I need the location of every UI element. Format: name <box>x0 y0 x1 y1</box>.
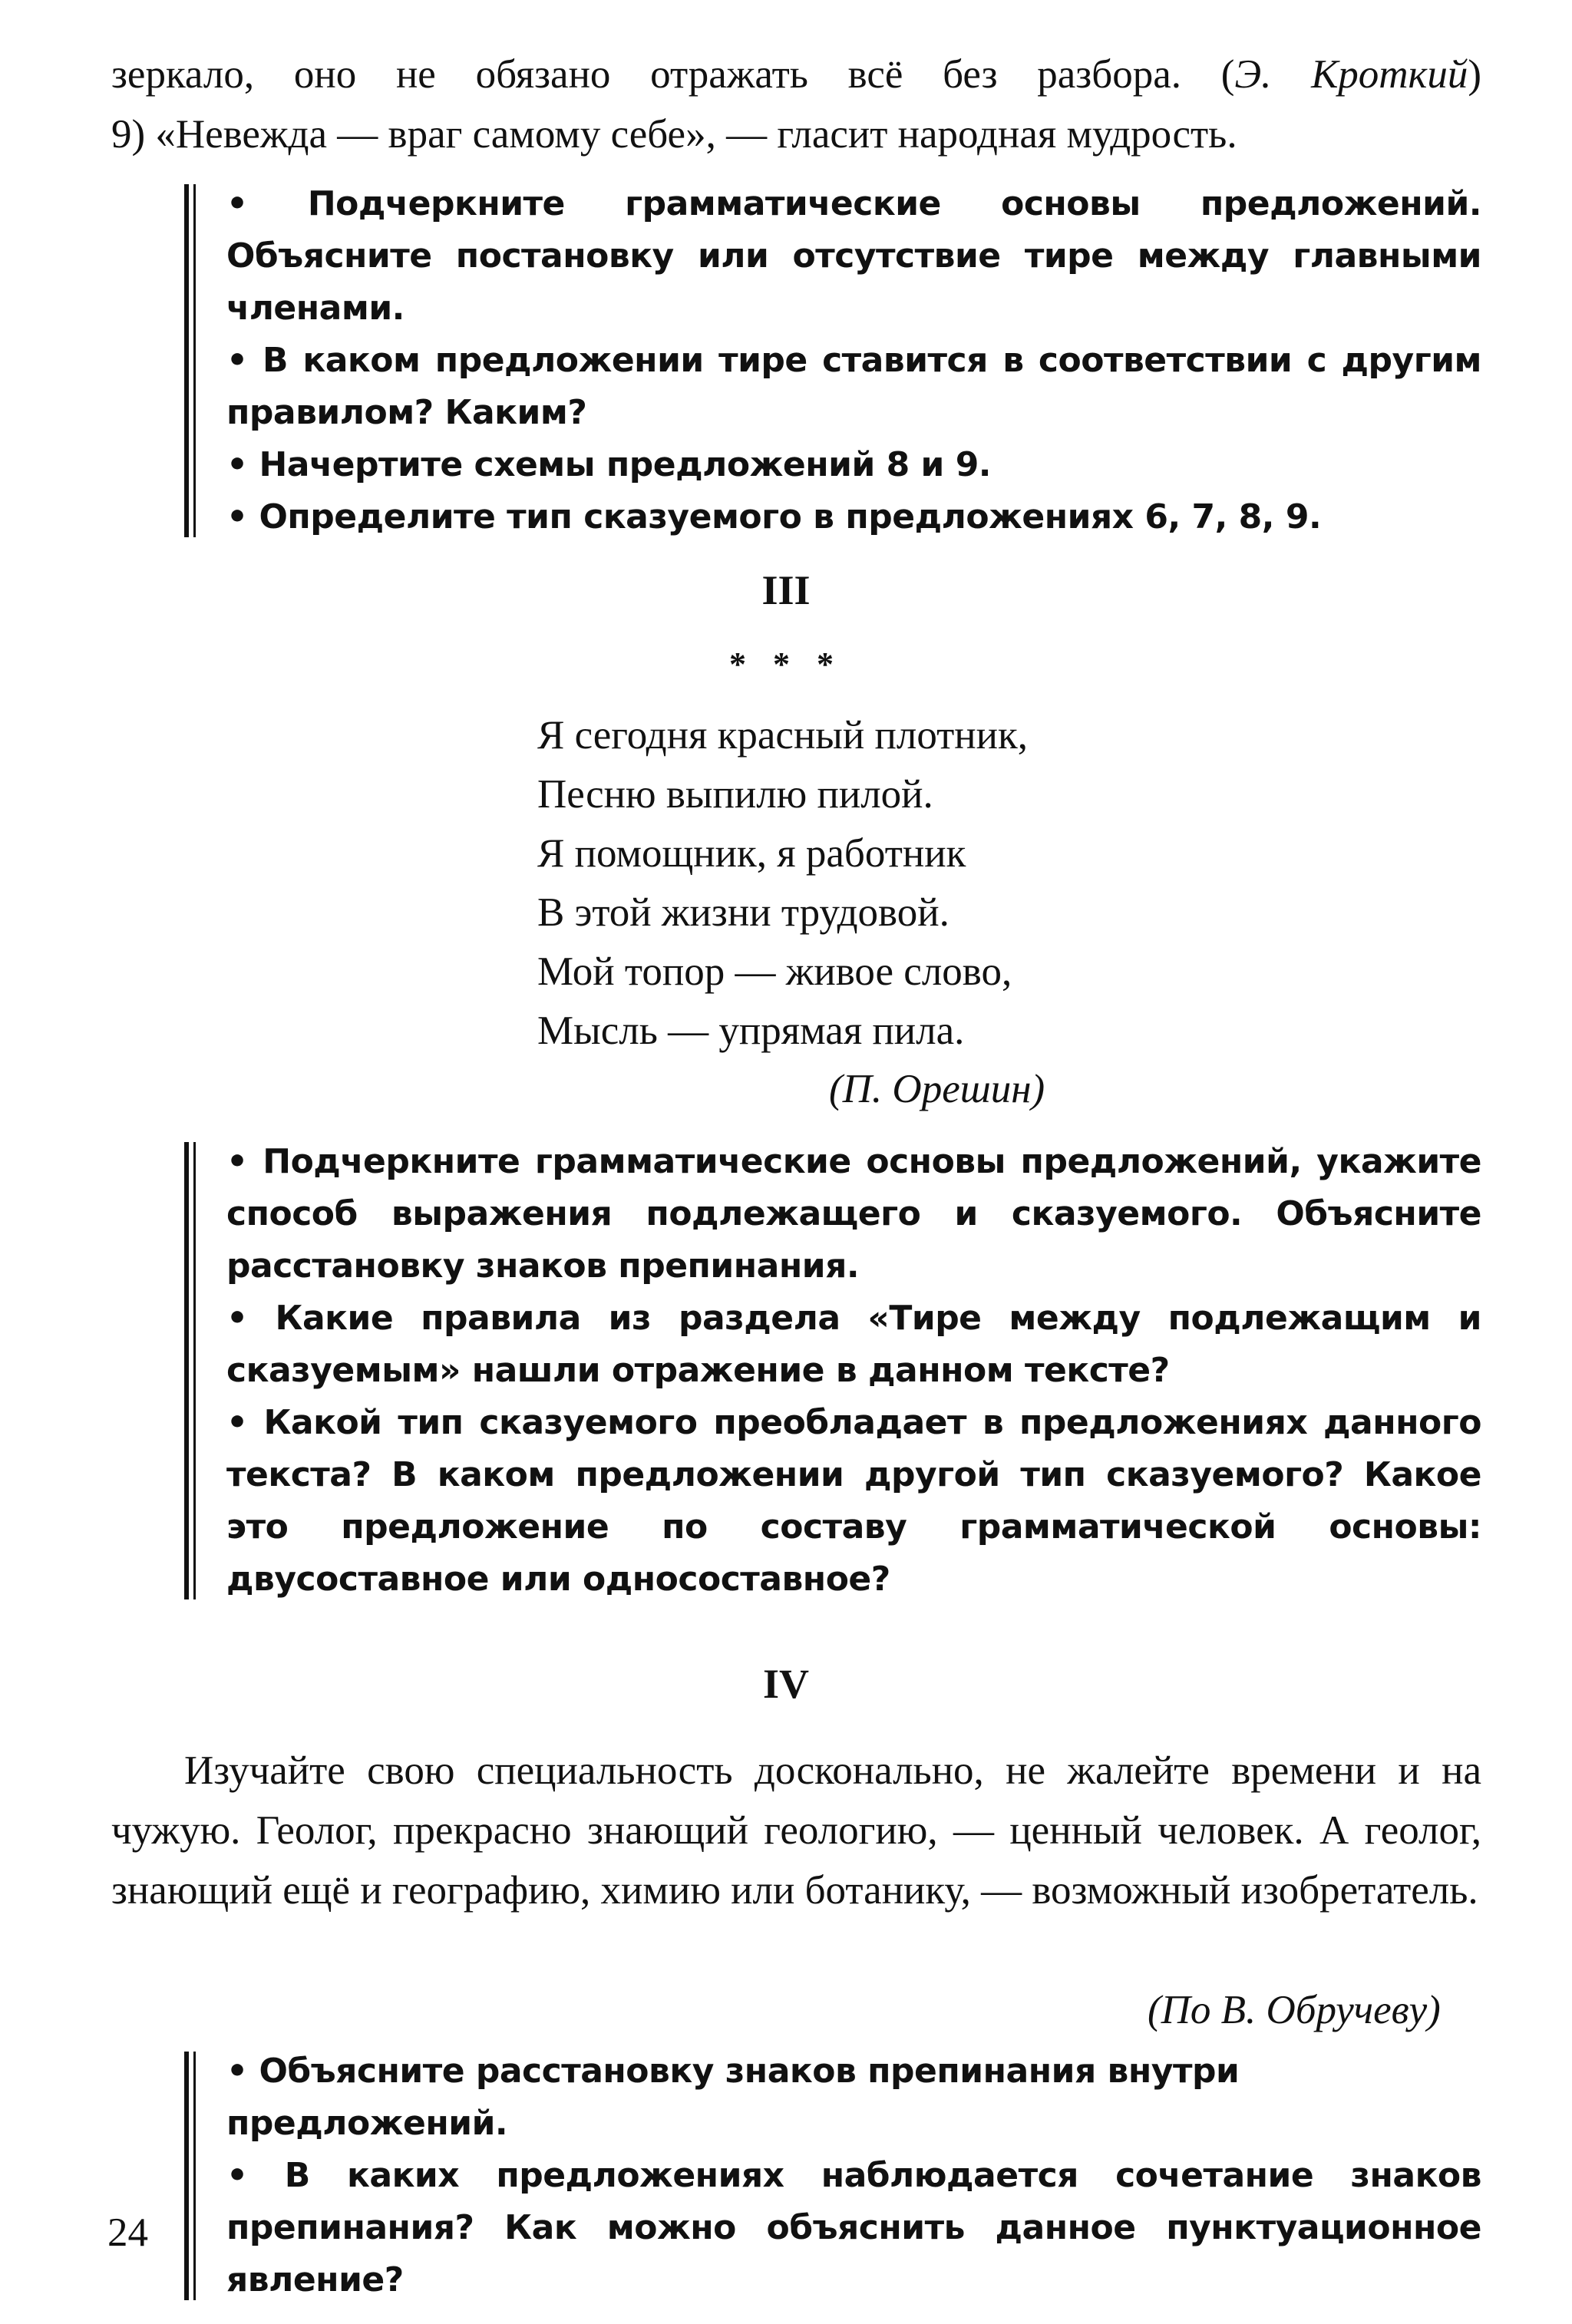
poem-asterisks: * * * <box>729 645 843 683</box>
continuation-line-1-close: ) <box>1468 52 1481 97</box>
poem-line: Мой топор — живое слово, <box>537 949 1012 994</box>
task-item: • Объясните расстановку знаков препинания внутри предложений. <box>226 2052 1240 2143</box>
task-item: • Определите тип сказуемого в предложениях 6, 7, 8, 9. <box>226 497 1322 536</box>
prose-text: Изучайте свою специальность досконально, не жалейте времени и на чужую. Геолог, прекрасно знающий геологию, — ценный человек. А геолог, знающий ещё и географию, химию или ботанику, — возможный изобретатель. <box>111 1748 1481 1913</box>
task-box-3 <box>184 2045 1481 2306</box>
task-box-2 <box>184 1136 1481 1606</box>
quote-author: Э. Кроткий <box>1234 52 1468 97</box>
poem-line: В этой жизни трудовой. <box>537 890 949 935</box>
continuation-line-1 <box>111 45 1481 104</box>
task-item: • В каких предложениях наблюдается сочетание знаков препинания? Как можно объяснить данное пунктуационное явление? <box>226 2156 1481 2299</box>
task-item: • Какой тип сказуемого преобладает в предложениях данного текста? В каком предложении другой тип сказуемого? Какое это предложение по составу грамматической основы: двусоставное или односоставное? <box>226 1403 1481 1599</box>
task-item: • Начертите схемы предложений 8 и 9. <box>226 445 992 484</box>
task-item: • Подчеркните грамматические основы предложений, укажите способ выражения подлежащего и сказуемого. Объясните расстановку знаков препинания. <box>226 1142 1481 1286</box>
poem <box>537 706 1228 1061</box>
continuation-line-1-text: зеркало, оно не обязано отражать всё без разбора. ( <box>111 52 1235 97</box>
poem-line: Мысль — упрямая пила. <box>537 1008 965 1053</box>
continuation-text <box>111 45 1481 164</box>
poem-line: Песню выпилю пилой. <box>537 772 933 817</box>
sentence-9: 9) «Невежда — враг самому себе», — гласит народная мудрость. <box>111 112 1237 157</box>
task-box-1 <box>184 178 1481 543</box>
poem-line: Я помощник, я работник <box>537 831 966 876</box>
poem-author: (П. Орешин) <box>829 1067 1045 1111</box>
page-number: 24 <box>107 2210 148 2255</box>
section-heading-4: IV <box>762 1661 809 1707</box>
task-item: • Подчеркните грамматические основы предложений. Объясните постановку или отсутствие тире между главными членами. <box>226 184 1481 328</box>
section-heading-3: III <box>761 567 811 613</box>
prose-paragraph <box>111 1741 1481 1920</box>
task-item: • В каком предложении тире ставится в соответствии с другим правилом? Каким? <box>226 341 1481 432</box>
poem-line: Я сегодня красный плотник, <box>537 713 1029 758</box>
task-item: • Какие правила из раздела «Тире между подлежащим и сказуемым» нашли отражение в данном тексте? <box>226 1299 1481 1390</box>
prose-source: (По В. Обручеву) <box>1148 1988 1441 2032</box>
